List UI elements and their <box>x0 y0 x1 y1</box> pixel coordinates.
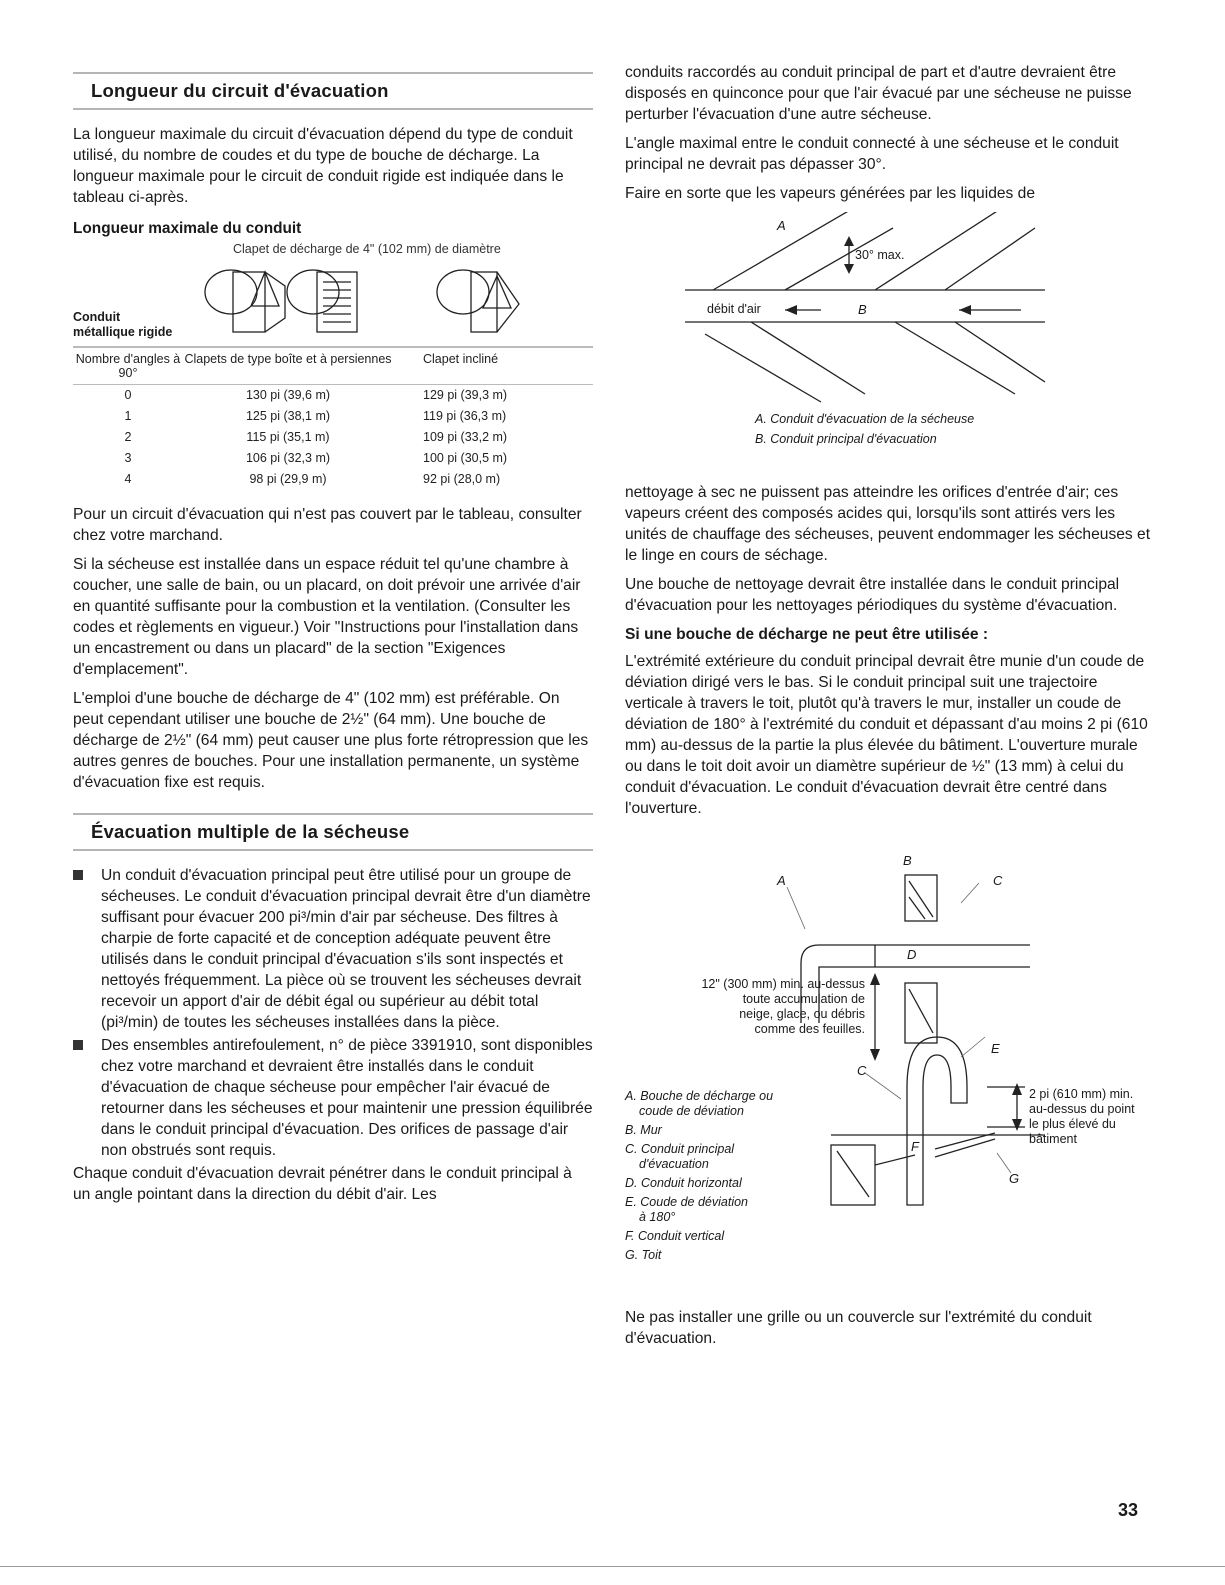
bullet-text: Un conduit d'évacuation principal peut être utilisé pour un groupe de sécheuses. Le conduit d'évacuation principal devrait être d'un diamètre suffisant pour évacuer 200 pi³/min d'air par sécheuse. Des filtres à charpie de forte capacité et de conception adéquate peuvent être utilisés dans le conduit principal d'évacuation s'ils sont inspectés et nettoyés fréquemment. La pièce où se trouvent les sécheuses devrait recevoir un apport d'air de débit égal ou supérieur au débit total (pi³/min) de toutes les sécheuses installées dans la pièce. <box>101 867 591 1031</box>
diag-letter-a: A <box>777 873 786 888</box>
roof-clearance-note <box>1029 1087 1159 1147</box>
right-column <box>625 62 1155 1357</box>
header-angled: Clapet incliné <box>393 347 593 385</box>
diag-letter-f: F <box>911 1139 919 1154</box>
box-length: 106 pi (32,3 m) <box>245 451 331 465</box>
paragraph: Ne pas installer une grille ou un couvercle sur l'extrémité du conduit d'évacuation. <box>625 1309 1092 1347</box>
bullet-square-icon <box>73 1040 83 1050</box>
diag-letter-e: E <box>991 1041 1000 1056</box>
legend-item: B. Mur <box>625 1123 662 1137</box>
angled-length: 119 pi (36,3 m) <box>423 409 507 423</box>
roof-note-line: bâtiment <box>1029 1132 1077 1146</box>
paragraph: Faire en sorte que les vapeurs générées par les liquides de <box>625 185 1036 202</box>
box-length: 98 pi (29,9 m) <box>249 472 327 486</box>
duct-angle-diagram <box>625 212 1155 472</box>
snow-note-line: neige, glace, ou débris <box>739 1007 865 1021</box>
vent-illustrations <box>73 242 593 346</box>
conduit-label-line-2: métallique rigide <box>73 325 173 339</box>
page-number: 33 <box>1118 1500 1139 1520</box>
legend-item: d'évacuation <box>639 1157 709 1171</box>
roof-note-line: le plus élevé du <box>1029 1117 1116 1131</box>
label-a: A <box>777 218 786 233</box>
diag-letter-c: C <box>993 873 1003 888</box>
table-row <box>73 385 593 407</box>
header-box-louvered: Clapets de type boîte et à persiennes <box>183 347 393 385</box>
section-title: Évacuation multiple de la sécheuse <box>91 821 410 842</box>
diagram-legend <box>625 1089 825 1263</box>
table-title: Longueur maximale du conduit <box>73 220 302 237</box>
louvered-vent-icon <box>287 270 357 332</box>
roof-note-line: au-dessus du point <box>1029 1102 1135 1116</box>
angled-length: 129 pi (39,3 m) <box>423 388 508 402</box>
roof-exhaust-diagram <box>625 827 1155 1307</box>
section-header-multiple-exhaust <box>73 813 593 851</box>
angle-count: 4 <box>124 472 132 486</box>
box-length: 125 pi (38,1 m) <box>245 409 331 423</box>
angle-count: 1 <box>124 409 132 423</box>
table-row <box>73 406 593 427</box>
diag-letter-d: D <box>907 947 917 962</box>
table-row <box>73 427 593 448</box>
paragraph: Chaque conduit d'évacuation devrait pénétrer dans le conduit principal à un angle pointant dans la direction du débit d'air. Les <box>73 1165 572 1203</box>
paragraph: L'extrémité extérieure du conduit principal devrait être munie d'un coude de déviation dirigé vers le bas. Si le conduit principal suit une trajectoire verticale à travers le toit, plutôt qu'à travers le mur, installer un coude de déviation de 180° à l'extrémité du conduit et dépassant d'au moins 2 pi (610 mm) au-dessus de la partie la plus élevée du bâtiment. L'ouverture murale ou dans le toit doit avoir un diamètre supérieur de ½" (13 mm) à celui du conduit d'évacuation. Le conduit d'évacuation devrait être centré dans l'ouverture. <box>625 653 1148 817</box>
conduit-label <box>73 310 172 340</box>
legend-item: D. Conduit horizontal <box>625 1176 742 1190</box>
paragraph: L'emploi d'une bouche de décharge de 4" (102 mm) est préférable. On peut cependant utiliser une bouche de 2½" (64 mm). Une bouche de décharge de 2½" (64 mm) peut causer une plus forte rétropression que les autres genres de bouches. Pour une installation permanente, un système d'évacuation fixe est requis. <box>73 690 589 791</box>
box-length: 130 pi (39,6 m) <box>245 388 331 402</box>
diag-letter-b: B <box>903 853 912 868</box>
snow-note-line: comme des feuilles. <box>754 1022 865 1036</box>
roof-note-line: 2 pi (610 mm) min. <box>1029 1087 1134 1101</box>
vent-hoods-drawing <box>193 258 553 346</box>
angled-length: 109 pi (33,2 m) <box>423 430 508 444</box>
paragraph: Une bouche de nettoyage devrait être installée dans le conduit principal d'évacuation pour les nettoyages périodiques du système d'évacuation. <box>625 576 1120 614</box>
angled-length: 100 pi (30,5 m) <box>423 451 508 465</box>
legend-item: à 180° <box>639 1210 676 1224</box>
angle-count: 2 <box>124 430 132 444</box>
section-title: Longueur du circuit d'évacuation <box>91 80 389 101</box>
list-item <box>73 865 593 1033</box>
angled-length: 92 pi (28,0 m) <box>423 472 501 486</box>
paragraph: L'angle maximal entre le conduit connecté à une sécheuse et le conduit principal ne devrait pas dépasser 30°. <box>625 135 1119 173</box>
bullet-square-icon <box>73 870 83 880</box>
caption-a: A. Conduit d'évacuation de la sécheuse <box>755 412 975 426</box>
table-row <box>73 469 593 490</box>
angled-vent-icon <box>437 270 519 332</box>
bullet-list <box>73 865 593 1161</box>
table-row <box>73 448 593 469</box>
bottom-rule <box>0 1566 1225 1567</box>
caption-b: B. Conduit principal d'évacuation <box>755 432 937 446</box>
bold-heading: Si une bouche de décharge ne peut être utilisée : <box>625 626 989 643</box>
angle-count: 3 <box>124 451 132 465</box>
diag-letter-g: G <box>1009 1171 1020 1186</box>
legend-item: F. Conduit vertical <box>625 1229 725 1243</box>
paragraph: nettoyage à sec ne puissent pas atteindre les orifices d'entrée d'air; ces vapeurs créent des composés acides qui, lorsqu'ils sont attirés vers les unités de chauffage des sécheuses, peuvent endommager les sécheuses et le linge en cours de séchage. <box>625 484 1151 564</box>
legend-item: G. Toit <box>625 1248 662 1262</box>
box-length: 115 pi (35,1 m) <box>246 430 330 444</box>
angle-label: 30° max. <box>855 248 905 262</box>
paragraph: Pour un circuit d'évacuation qui n'est pas couvert par le tableau, consulter chez votre marchand. <box>73 506 582 544</box>
legend-item: E. Coude de déviation <box>625 1195 749 1209</box>
bullet-text: Des ensembles antirefoulement, n° de pièce 3391910, sont disponibles chez votre marchand et devraient être installés dans le conduit d'évacuation de chaque sécheuse pour empêcher l'air évacué de retourner dans les sécheuses et pour maintenir une pression équilibrée dans le conduit principal d'évacuation. Des orifices de passage d'air non obstrués sont requis. <box>101 1037 593 1159</box>
angle-count: 0 <box>124 388 132 402</box>
snow-note-line: 12" (300 mm) min. au-dessus <box>701 977 865 991</box>
box-vent-icon <box>205 270 285 332</box>
snow-clearance-note <box>665 977 865 1037</box>
airflow-label: débit d'air <box>707 302 761 316</box>
section-header-exhaust-length <box>73 72 593 110</box>
vent-caption: Clapet de décharge de 4" (102 mm) de diamètre <box>233 242 501 256</box>
list-item <box>73 1035 593 1161</box>
table-header-row <box>73 347 593 385</box>
max-length-table <box>73 346 593 490</box>
conduit-label-line-1: Conduit <box>73 310 121 324</box>
paragraph: Si la sécheuse est installée dans un espace réduit tel qu'une chambre à coucher, une salle de bain, ou un placard, on doit prévoir une arrivée d'air en quantité suffisante pour la combustion et la ventilation. (Consulter les codes et règlements en vigueur.) Voir "Instructions pour l'installation dans un encastrement ou dans un placard" de la section "Exigences d'emplacement". <box>73 556 581 678</box>
paragraph: conduits raccordés au conduit principal de part et d'autre devraient être disposés en quinconce pour que l'air évacué par une sécheuse ne puisse perturber l'évacuation d'une autre sécheuse. <box>625 64 1132 123</box>
snow-note-line: toute accumulation de <box>742 992 865 1006</box>
left-column <box>73 60 593 1213</box>
legend-item: coude de déviation <box>639 1104 744 1118</box>
diag-letter-c: C <box>857 1063 867 1078</box>
paragraph: La longueur maximale du circuit d'évacuation dépend du type de conduit utilisé, du nombre de coudes et du type de bouche de décharge. La longueur maximale pour le circuit de conduit rigide est indiquée dans le tableau ci-après. <box>73 126 573 206</box>
legend-item: C. Conduit principal <box>625 1142 735 1156</box>
legend-item: A. Bouche de décharge ou <box>625 1089 774 1103</box>
header-angles: Nombre d'angles à 90° <box>73 347 183 385</box>
label-b: B <box>858 302 867 317</box>
